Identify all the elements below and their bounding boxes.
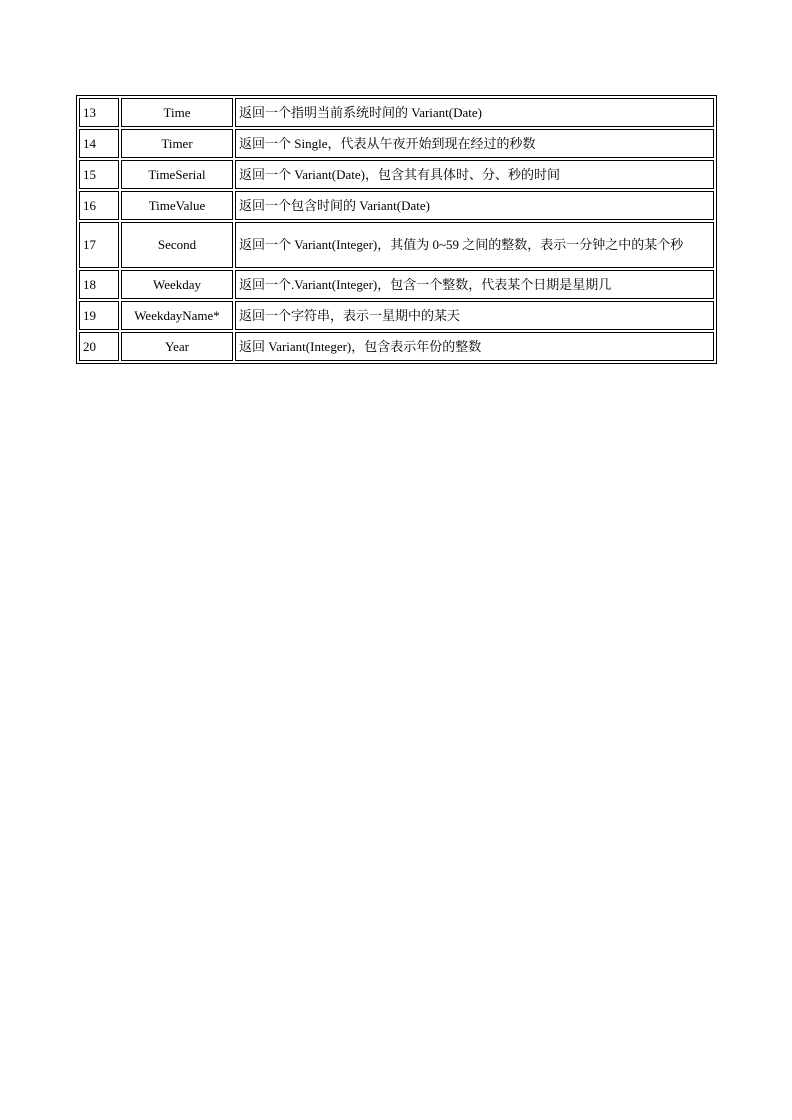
table-row bbox=[79, 270, 714, 299]
table-row bbox=[79, 129, 714, 158]
function-name: Weekday bbox=[121, 270, 233, 299]
row-number: 19 bbox=[79, 301, 119, 330]
row-number: 13 bbox=[79, 98, 119, 127]
row-number: 17 bbox=[79, 222, 119, 268]
function-description: 返回一个指明当前系统时间的 Variant(Date) bbox=[235, 98, 714, 127]
table-row bbox=[79, 98, 714, 127]
function-name: TimeValue bbox=[121, 191, 233, 220]
function-description: 返回一个 Variant(Date)，包含其有具体时、分、秒的时间 bbox=[235, 160, 714, 189]
row-number: 18 bbox=[79, 270, 119, 299]
table-row bbox=[79, 160, 714, 189]
function-name: Year bbox=[121, 332, 233, 361]
table-row bbox=[79, 332, 714, 361]
function-table bbox=[76, 95, 717, 364]
function-description: 返回一个字符串，表示一星期中的某天 bbox=[235, 301, 714, 330]
function-description: 返回一个 Single，代表从午夜开始到现在经过的秒数 bbox=[235, 129, 714, 158]
function-name: WeekdayName* bbox=[121, 301, 233, 330]
row-number: 20 bbox=[79, 332, 119, 361]
function-description: 返回一个.Variant(Integer)，包含一个整数，代表某个日期是星期几 bbox=[235, 270, 714, 299]
row-number: 16 bbox=[79, 191, 119, 220]
table-row bbox=[79, 301, 714, 330]
row-number: 14 bbox=[79, 129, 119, 158]
row-number: 15 bbox=[79, 160, 119, 189]
table-row bbox=[79, 191, 714, 220]
function-description: 返回一个包含时间的 Variant(Date) bbox=[235, 191, 714, 220]
function-description: 返回 Variant(Integer)，包含表示年份的整数 bbox=[235, 332, 714, 361]
function-name: Time bbox=[121, 98, 233, 127]
function-description: 返回一个 Variant(Integer)，其值为 0~59 之间的整数，表示一分钟之中的某个秒 bbox=[235, 222, 714, 268]
function-name: Timer bbox=[121, 129, 233, 158]
table-row bbox=[79, 222, 714, 268]
function-name: Second bbox=[121, 222, 233, 268]
function-name: TimeSerial bbox=[121, 160, 233, 189]
